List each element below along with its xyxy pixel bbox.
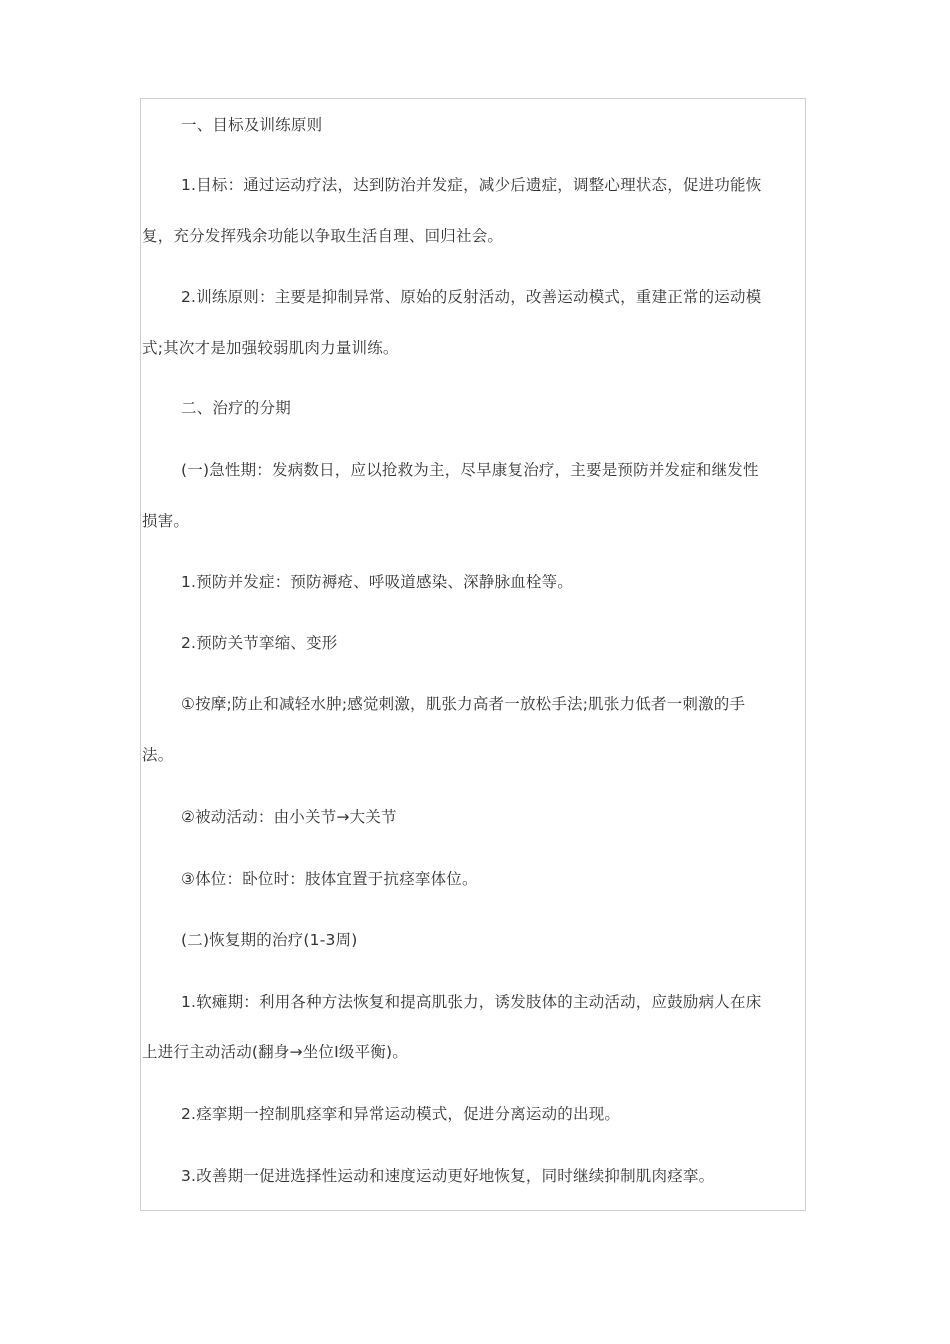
paragraph-line: 法。 [142, 746, 174, 764]
paragraph-line: (一)急性期：发病数日，应以抢救为主，尽早康复治疗，主要是预防并发症和继发性 [181, 461, 759, 479]
paragraph-line: 3.改善期一促进选择性运动和速度运动更好地恢复，同时继续抑制肌肉痉挛。 [181, 1167, 715, 1185]
paragraph-line: ③体位：卧位时：肢体宜置于抗痉挛体位。 [181, 870, 478, 888]
paragraph-line: 上进行主动活动(翻身→坐位Ⅰ级平衡)。 [142, 1043, 408, 1061]
paragraph-line: ①按摩;防止和减轻水肿;感觉刺激，肌张力高者一放松手法;肌张力低者一刺激的手 [181, 695, 746, 713]
paragraph-line: ②被动活动：由小关节→大关节 [181, 808, 397, 826]
heading-treatment-stages: 二、治疗的分期 [181, 399, 291, 417]
paragraph-line: 2.训练原则：主要是抑制异常、原始的反射活动，改善运动模式，重建正常的运动模 [181, 288, 762, 306]
heading-goals-principles: 一、目标及训练原则 [181, 116, 323, 134]
paragraph-line: 2.预防关节挛缩、变形 [181, 634, 338, 652]
paragraph-line: 损害。 [142, 512, 190, 530]
paragraph-line: 1.目标：通过运动疗法，达到防治并发症，减少后遗症，调整心理状态，促进功能恢 [181, 176, 762, 194]
paragraph-line: 2.痉挛期一控制肌痉挛和异常运动模式，促进分离运动的出现。 [181, 1105, 621, 1123]
paragraph-line: 1.预防并发症：预防褥疮、呼吸道感染、深静脉血栓等。 [181, 573, 573, 591]
paragraph-line: 复，充分发挥残余功能以争取生活自理、回归社会。 [142, 227, 504, 245]
paragraph-line: (二)恢复期的治疗(1-3周) [181, 931, 358, 949]
paragraph-line: 式;其次才是加强较弱肌肉力量训练。 [142, 339, 399, 357]
paragraph-line: 1.软瘫期：利用各种方法恢复和提高肌张力，诱发肢体的主动活动，应鼓励病人在床 [181, 993, 762, 1011]
